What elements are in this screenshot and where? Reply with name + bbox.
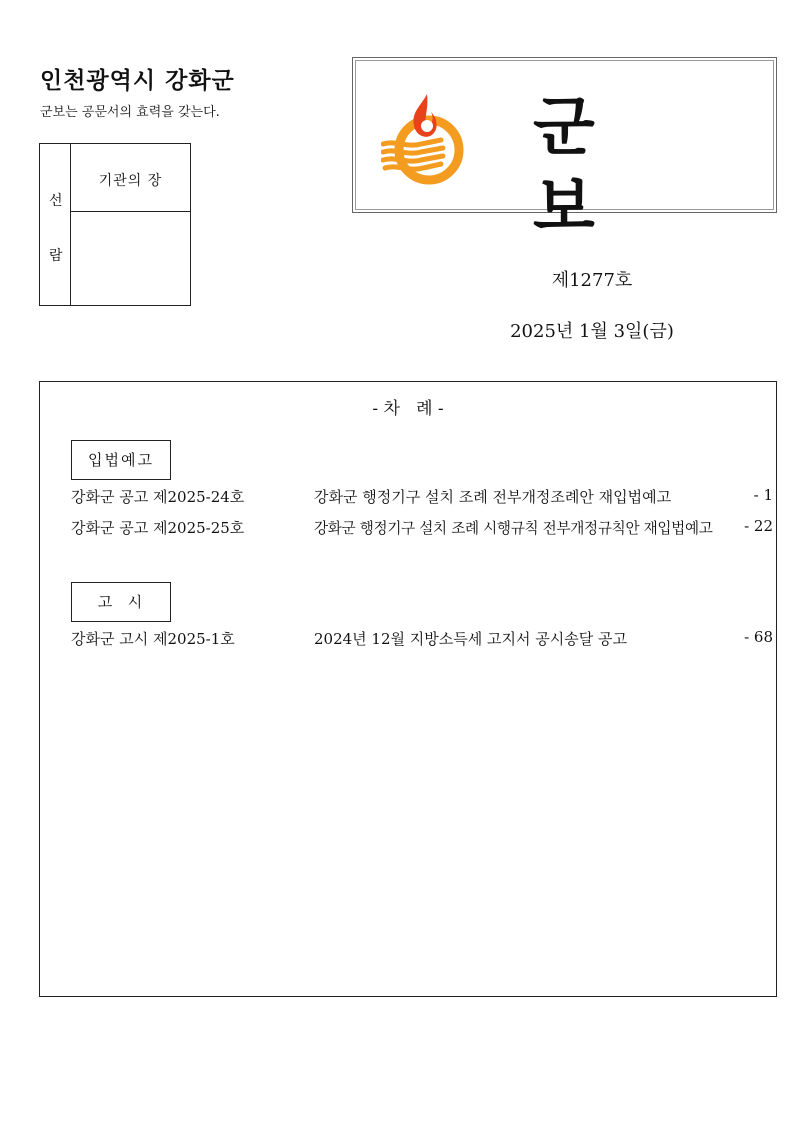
entry-reference: 강화군 공고 제2025-25호 [71, 519, 245, 537]
approval-side-char: 선 [49, 193, 63, 209]
entry-reference: 강화군 고시 제2025-1호 [71, 630, 235, 648]
approval-side-char: 람 [49, 248, 63, 264]
entry-subject: 강화군 행정기구 설치 조례 시행규칙 전부개정규칙안 재입법예고 [314, 520, 713, 537]
section-label-legislative-notice: 입법예고 [71, 440, 171, 480]
approval-head-label: 기관의 장 [71, 144, 190, 212]
gazette-title: 군보 [533, 91, 665, 245]
approval-side-label [40, 144, 71, 305]
issue-number: 제1277호 [551, 270, 633, 291]
issue-date: 2025년 1월 3일(금) [510, 321, 674, 342]
entry-subject: 2024년 12월 지방소득세 고지서 공시송달 공고 [314, 630, 627, 648]
gangwha-emblem-icon [381, 88, 471, 188]
entry-page: - 22 [744, 517, 773, 535]
organization-title: 인천광역시 강화군 [40, 68, 235, 94]
masthead-box [352, 57, 777, 245]
toc-entry[interactable] [71, 486, 775, 508]
entry-reference: 강화군 공고 제2025-24호 [71, 488, 245, 506]
section-label-public-notice: 고 시 [71, 582, 171, 622]
entry-page: - 68 [744, 628, 773, 646]
toc-entry[interactable] [71, 628, 775, 650]
toc-heading: - 차 례 - [372, 399, 444, 419]
entry-subject: 강화군 행정기구 설치 조례 전부개정조례안 재입법예고 [314, 488, 672, 506]
table-of-contents [39, 381, 777, 997]
approval-box [39, 143, 191, 306]
entry-page: - 1 [753, 486, 773, 504]
toc-entry[interactable] [71, 517, 775, 539]
organization-subtitle: 군보는 공문서의 효력을 갖는다. [40, 105, 220, 120]
